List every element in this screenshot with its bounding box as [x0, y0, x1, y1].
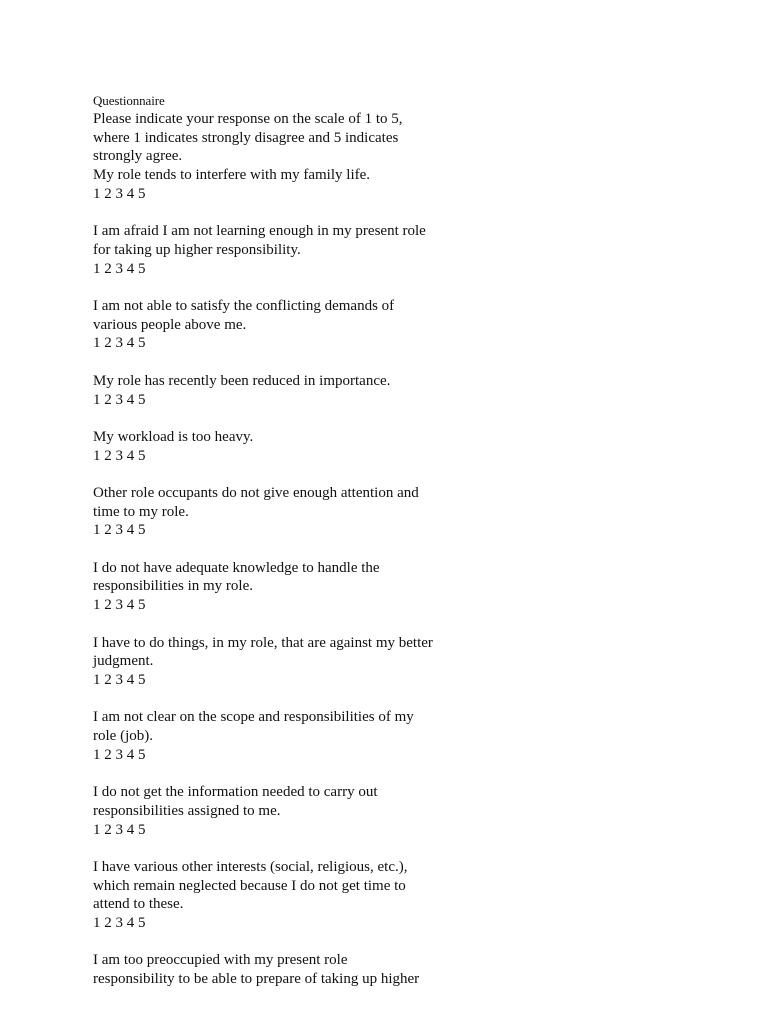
- rating-scale: 1 2 3 4 5: [93, 915, 146, 932]
- question-text: My role tends to interfere with my family life.: [93, 167, 371, 184]
- question-text: I am too preoccupied with my present role: [93, 952, 348, 969]
- rating-scale: 1 2 3 4 5: [93, 522, 146, 539]
- rating-scale: 1 2 3 4 5: [93, 597, 146, 614]
- rating-scale: 1 2 3 4 5: [93, 447, 146, 464]
- question-text: I have to do things, in my role, that are against my better: [93, 634, 433, 651]
- questionnaire-page: [93, 92, 473, 989]
- question-item: [93, 222, 473, 278]
- question-text: time to my role.: [93, 503, 189, 520]
- question-text: I am afraid I am not learning enough in my present role: [93, 223, 426, 240]
- rating-scale: 1 2 3 4 5: [93, 185, 146, 202]
- question-text: role (job).: [93, 728, 153, 745]
- question-text: responsibilities in my role.: [93, 578, 253, 595]
- question-item: [93, 634, 473, 690]
- question-item: [93, 484, 473, 540]
- question-item: [93, 951, 473, 988]
- question-item: [93, 372, 473, 409]
- question-text: which remain neglected because I do not get time to: [93, 877, 406, 894]
- question-item: [93, 428, 473, 465]
- question-item: [93, 858, 473, 933]
- question-text: judgment.: [93, 653, 154, 670]
- rating-scale: 1 2 3 4 5: [93, 671, 146, 688]
- question-text: My role has recently been reduced in importance.: [93, 372, 391, 389]
- question-item: [93, 297, 473, 353]
- intro-line: strongly agree.: [93, 148, 183, 165]
- question-text: for taking up higher responsibility.: [93, 241, 301, 258]
- question-text: responsibilities assigned to me.: [93, 802, 281, 819]
- question-list: [93, 166, 473, 989]
- question-text: I have various other interests (social, religious, etc.),: [93, 858, 408, 875]
- question-item: [93, 559, 473, 615]
- question-item: [93, 708, 473, 764]
- question-text: Other role occupants do not give enough attention and: [93, 484, 419, 501]
- question-text: I do not get the information needed to carry out: [93, 784, 378, 801]
- question-text: I do not have adequate knowledge to handle the: [93, 559, 380, 576]
- question-text: various people above me.: [93, 316, 247, 333]
- question-text: attend to these.: [93, 896, 184, 913]
- rating-scale: 1 2 3 4 5: [93, 335, 146, 352]
- intro-instructions: [93, 110, 473, 166]
- document-title: Questionnaire: [93, 93, 165, 108]
- intro-line: where 1 indicates strongly disagree and 5 indicates: [93, 129, 399, 146]
- question-text: responsibility to be able to prepare of taking up higher: [93, 971, 420, 988]
- rating-scale: 1 2 3 4 5: [93, 260, 146, 277]
- rating-scale: 1 2 3 4 5: [93, 821, 146, 838]
- intro-line: Please indicate your response on the scale of 1 to 5,: [93, 111, 403, 127]
- rating-scale: 1 2 3 4 5: [93, 746, 146, 763]
- rating-scale: 1 2 3 4 5: [93, 391, 146, 408]
- question-item: [93, 166, 473, 203]
- question-text: My workload is too heavy.: [93, 428, 254, 445]
- question-text: I am not able to satisfy the conflicting demands of: [93, 298, 395, 314]
- question-item: [93, 783, 473, 839]
- question-text: I am not clear on the scope and responsibilities of my: [93, 709, 414, 726]
